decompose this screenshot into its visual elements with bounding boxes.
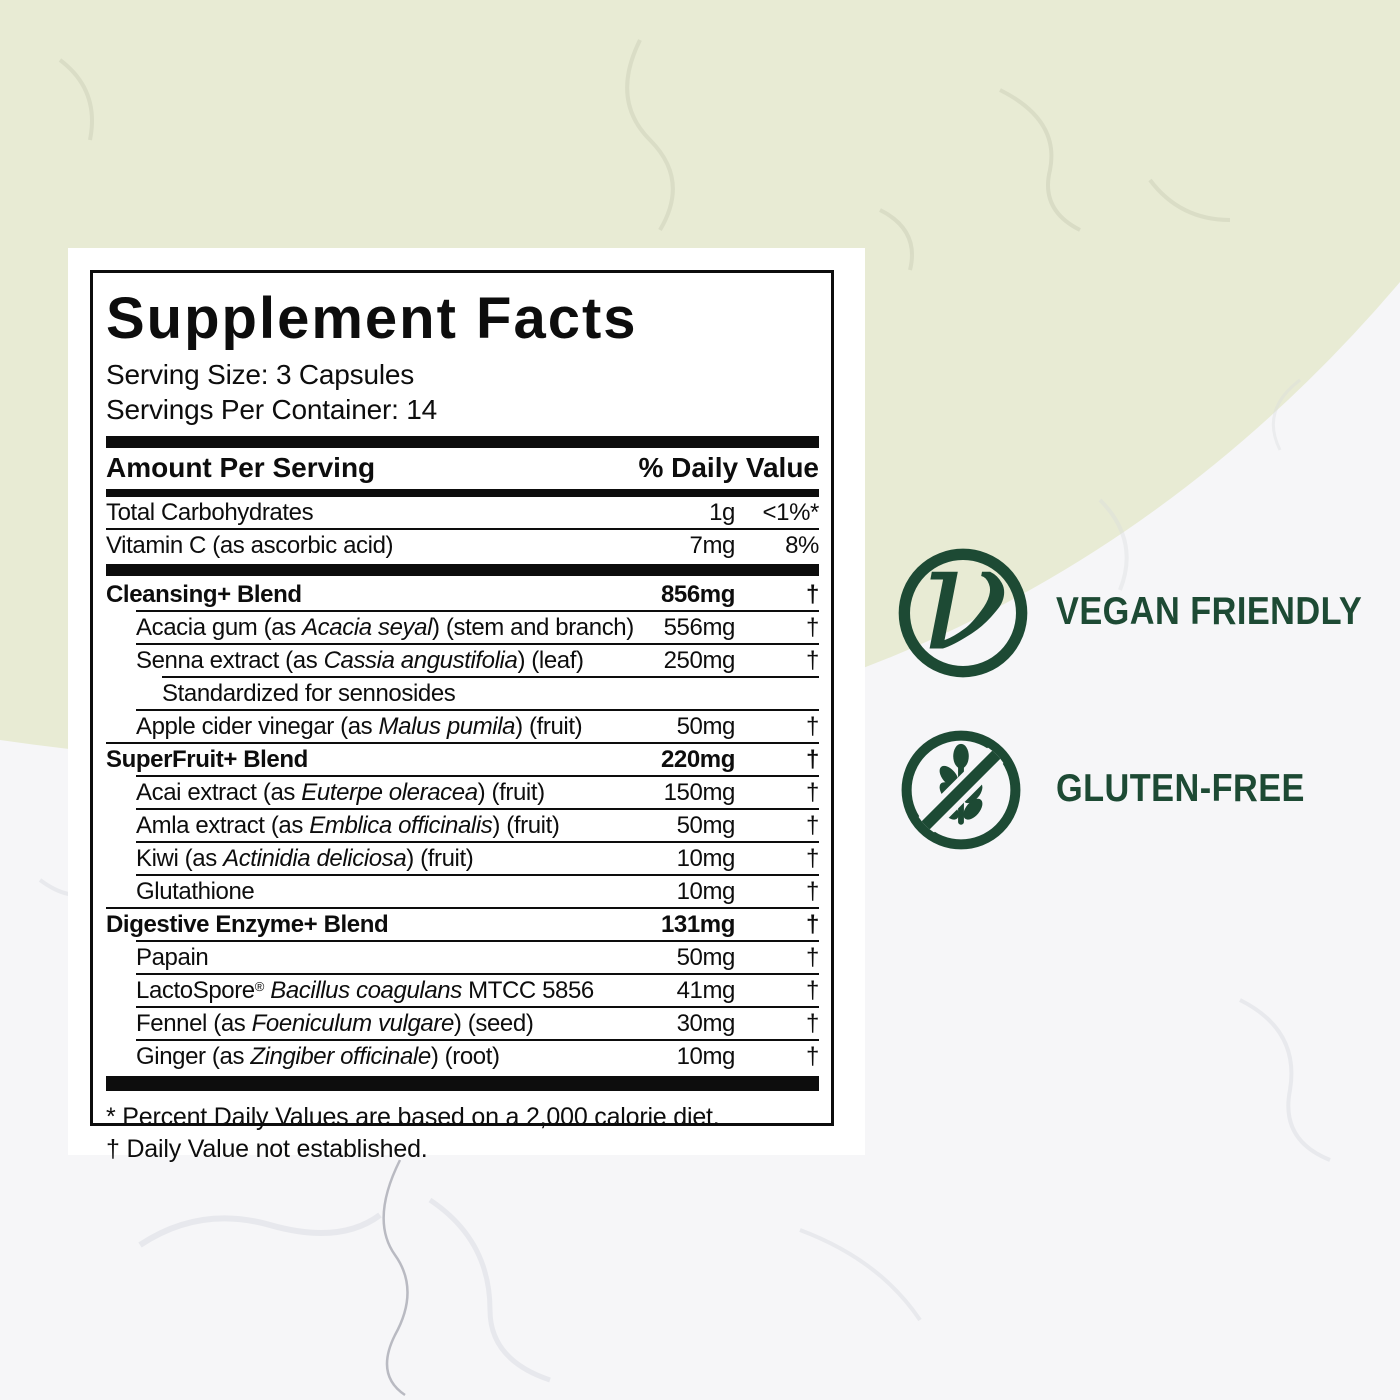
ingredient-row <box>106 678 819 709</box>
ingredient-row <box>106 497 819 528</box>
daily-value: 8% <box>785 532 819 560</box>
amount-value: 250mg <box>663 647 735 675</box>
daily-value: † <box>806 713 819 741</box>
daily-value-header: % Daily Value <box>638 452 819 484</box>
amount-value: 10mg <box>676 878 735 906</box>
ingredient-row <box>106 777 819 808</box>
daily-value: † <box>806 944 819 972</box>
daily-value: † <box>806 878 819 906</box>
blend-header-row <box>106 579 819 610</box>
facts-title: Supplement Facts <box>106 286 638 351</box>
blend-header-row <box>106 909 819 940</box>
ingredient-row <box>106 975 819 1006</box>
ingredient-name: Acacia gum (as Acacia seyal) (stem and branch) <box>136 614 634 642</box>
medium-divider-bar <box>106 489 819 497</box>
ingredient-name: Standardized for sennosides <box>162 680 456 708</box>
ingredient-row <box>106 1008 819 1039</box>
amount-value: 50mg <box>676 812 735 840</box>
ingredient-name: Acai extract (as Euterpe oleracea) (fruit) <box>136 779 545 807</box>
gluten-free-wheat-icon <box>897 726 1025 854</box>
ingredient-name: Vitamin C (as ascorbic acid) <box>106 532 394 560</box>
daily-value: † <box>806 812 819 840</box>
ingredient-row <box>106 1041 819 1072</box>
footnote-percent-dv: * Percent Daily Values are based on a 2,000 calorie diet. <box>106 1103 720 1132</box>
ingredient-name: Fennel (as Foeniculum vulgare) (seed) <box>136 1010 534 1038</box>
daily-value: † <box>806 911 819 939</box>
supplement-facts-panel <box>90 270 834 1164</box>
daily-value: † <box>806 1010 819 1038</box>
gluten-free-label: GLUTEN-FREE <box>1056 767 1305 810</box>
amount-value: 10mg <box>676 845 735 873</box>
ingredient-name: Senna extract (as Cassia angustifolia) (leaf) <box>136 647 584 675</box>
ingredient-name: Apple cider vinegar (as Malus pumila) (fruit) <box>136 713 583 741</box>
ingredient-name: Glutathione <box>136 878 255 906</box>
ingredient-row <box>106 843 819 874</box>
ingredient-name: Papain <box>136 944 209 972</box>
amount-value: 856mg <box>660 581 735 609</box>
svg-text:ν: ν <box>919 544 1009 682</box>
amount-per-serving-header: Amount Per Serving <box>106 452 376 484</box>
ingredient-row <box>106 612 819 643</box>
daily-value: † <box>806 1043 819 1071</box>
daily-value: † <box>806 845 819 873</box>
daily-value: <1%* <box>762 499 819 527</box>
ingredient-row <box>106 530 819 561</box>
ingredient-name: Cleansing+ Blend <box>106 581 302 609</box>
ingredient-row <box>106 711 819 742</box>
ingredient-name: Ginger (as Zingiber officinale) (root) <box>136 1043 500 1071</box>
ingredient-row <box>106 810 819 841</box>
ingredient-name: SuperFruit+ Blend <box>106 746 308 774</box>
vegan-v-icon <box>894 544 1032 682</box>
daily-value: † <box>806 581 819 609</box>
ingredient-row <box>106 876 819 907</box>
ingredient-name: LactoSpore® Bacillus coagulans MTCC 5856 <box>136 977 594 1005</box>
daily-value: † <box>806 746 819 774</box>
daily-value: † <box>806 779 819 807</box>
ingredient-name: Amla extract (as Emblica officinalis) (fruit) <box>136 812 560 840</box>
section-divider-bar <box>106 564 819 576</box>
thick-divider-bar <box>106 1076 819 1091</box>
amount-value: 30mg <box>676 1010 735 1038</box>
amount-value: 556mg <box>663 614 735 642</box>
ingredient-name: Total Carbohydrates <box>106 499 314 527</box>
ingredient-row <box>106 942 819 973</box>
supplement-facts-card <box>68 248 865 1164</box>
amount-value: 50mg <box>676 944 735 972</box>
ingredient-name: Kiwi (as Actinidia deliciosa) (fruit) <box>136 845 474 873</box>
serving-size: Serving Size: 3 Capsules <box>106 359 415 391</box>
ingredient-name: Digestive Enzyme+ Blend <box>106 911 389 939</box>
ingredient-row <box>106 645 819 676</box>
amount-value: 131mg <box>660 911 735 939</box>
footnote-dagger: † Daily Value not established. <box>106 1135 428 1164</box>
daily-value: † <box>806 614 819 642</box>
blend-header-row <box>106 744 819 775</box>
thick-divider-bar <box>106 436 819 448</box>
column-header-row <box>106 448 819 489</box>
amount-value: 220mg <box>660 746 735 774</box>
amount-value: 7mg <box>689 532 735 560</box>
amount-value: 41mg <box>676 977 735 1005</box>
amount-value: 1g <box>709 499 735 527</box>
vegan-friendly-label: VEGAN FRIENDLY <box>1056 590 1363 633</box>
amount-value: 50mg <box>676 713 735 741</box>
amount-value: 10mg <box>676 1043 735 1071</box>
amount-value: 150mg <box>663 779 735 807</box>
facts-rows <box>106 497 819 1072</box>
daily-value: † <box>806 647 819 675</box>
servings-per-container: Servings Per Container: 14 <box>106 394 437 426</box>
daily-value: † <box>806 977 819 1005</box>
